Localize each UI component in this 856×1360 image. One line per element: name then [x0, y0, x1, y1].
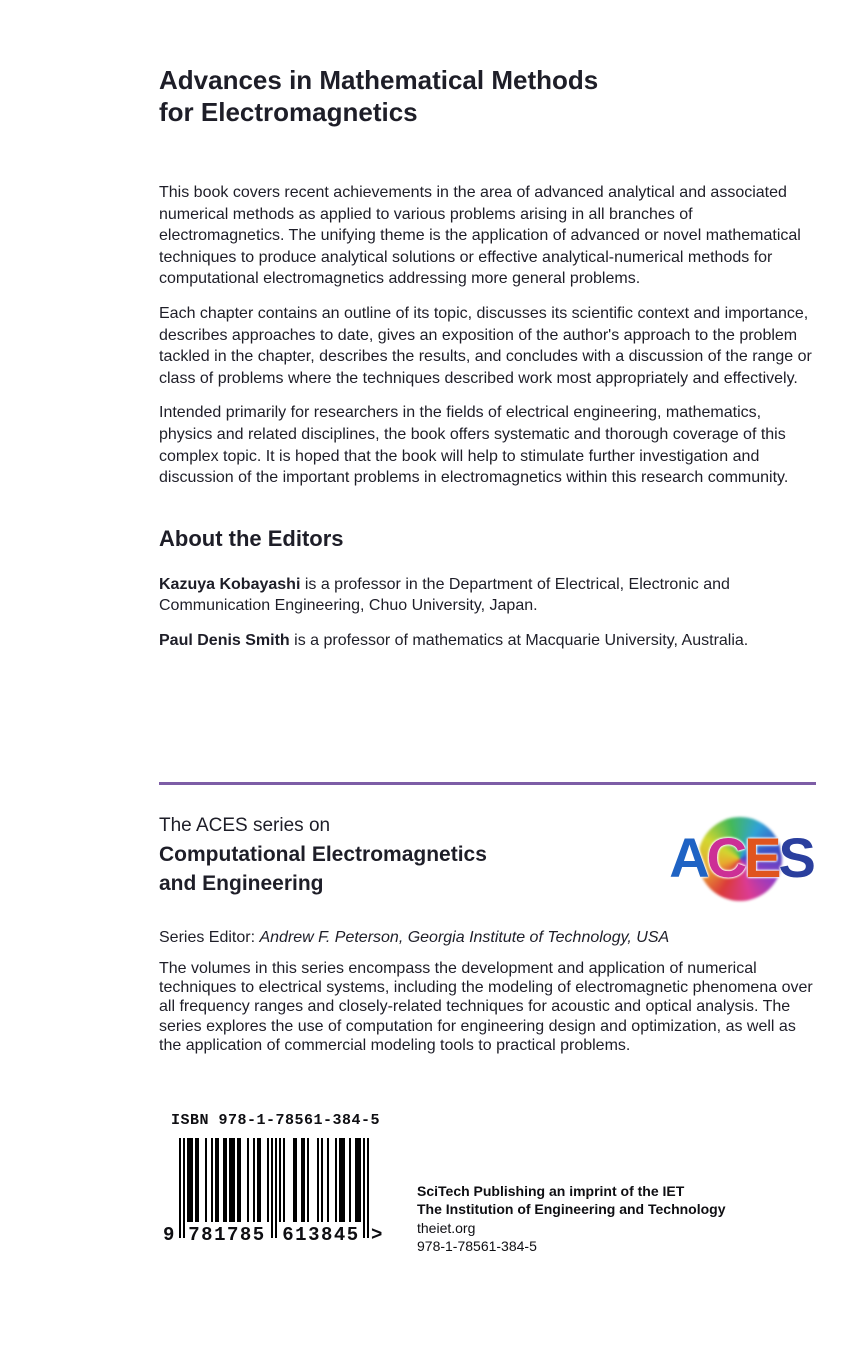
- book-title-line-1: Advances in Mathematical Methods: [159, 65, 599, 95]
- isbn-label: ISBN 978-1-78561-384-5: [171, 1111, 381, 1129]
- editor-name: Kazuya Kobayashi: [159, 575, 301, 593]
- aces-logo-letters: [666, 827, 816, 889]
- publisher-isbn: 978-1-78561-384-5: [417, 1238, 537, 1255]
- aces-letter: C: [706, 825, 745, 889]
- description-paragraph-3: Intended primarily for researchers in the fields of electrical engineering, mathematics, physics and related disciplines, the book offers systematic and thorough coverage of this complex topic. It is hoped that the book will help to stimulate further investigation and discussion of the important problems in electromagnetics within this research community.: [159, 404, 789, 487]
- barcode-digit-group: 9: [163, 1223, 175, 1246]
- aces-letter: E: [744, 825, 779, 889]
- barcode-digits: [159, 1222, 395, 1246]
- series-intro: The ACES series on: [159, 814, 331, 836]
- editor-bio-kobayashi: [159, 574, 816, 617]
- publisher-website: theiet.org: [417, 1219, 476, 1236]
- series-title-line-2: and Engineering: [159, 871, 324, 895]
- description-paragraph-1: This book covers recent achievements in the area of advanced analytical and associated numerical methods as applied to various problems arising in all branches of electromagnetics. The unifying theme is the application of advanced or novel mathematical techniques to produce analytical solutions or effective analytical-numerical methods for computational electromagnetics addressing more general problems.: [159, 184, 801, 288]
- editor-bio-text: is a professor of mathematics at Macquarie University, Australia.: [289, 631, 749, 649]
- book-title: [159, 64, 816, 128]
- description-paragraph-2: Each chapter contains an outline of its topic, discusses its scientific context and importance, describes approaches to date, gives an exposition of the author's approach to the problem tackled in the chapter, describes the results, and concludes with a discussion of the range or class of problems where the techniques described work most appropriately and effectively.: [159, 304, 812, 387]
- barcode-digit-group: 613845: [282, 1223, 360, 1246]
- book-title-line-2: for Electromagnetics: [159, 97, 418, 127]
- bottom-block: [159, 1112, 816, 1256]
- series-editor-label: Series Editor:: [159, 928, 260, 946]
- publisher-imprint: SciTech Publishing an imprint of the IET: [417, 1182, 685, 1199]
- editor-bio-smith: [159, 630, 816, 652]
- cover-content: [159, 0, 816, 1256]
- series-header: [159, 811, 816, 905]
- aces-logo: [666, 811, 816, 905]
- aces-letter: A: [669, 825, 707, 889]
- series-description: The volumes in this series encompass the development and application of numerical techniques to electrical systems, including the modeling of electromagnetic phenomena over all frequency ranges and closely-related techniques for acoustic and optical analysis. The series explores the use of computation for engineering design and optimization, as well as the application of commercial modeling tools to practical problems.: [159, 959, 813, 1055]
- book-description: [159, 182, 816, 489]
- barcode-right-mark: >: [371, 1223, 383, 1246]
- publisher-institution: The Institution of Engineering and Technology: [417, 1201, 726, 1218]
- divider-rule: [159, 782, 816, 785]
- barcode-block: [159, 1112, 395, 1256]
- series-editor-line: [159, 927, 816, 948]
- publisher-block: [417, 1182, 726, 1256]
- about-editors-heading: About the Editors: [159, 525, 344, 551]
- series-titles: [159, 811, 487, 898]
- editor-name: Paul Denis Smith: [159, 631, 290, 649]
- editor-bio-text: is a professor in the Department of Electrical, Electronic and Communication Engineering, Chuo University, Japan.: [159, 575, 730, 615]
- aces-letter: S: [778, 825, 813, 889]
- barcode-digit-group: 781785: [188, 1223, 266, 1246]
- series-editor-name: Andrew F. Peterson, Georgia Institute of Technology, USA: [259, 928, 670, 946]
- series-title-line-1: Computational Electromagnetics: [159, 842, 487, 866]
